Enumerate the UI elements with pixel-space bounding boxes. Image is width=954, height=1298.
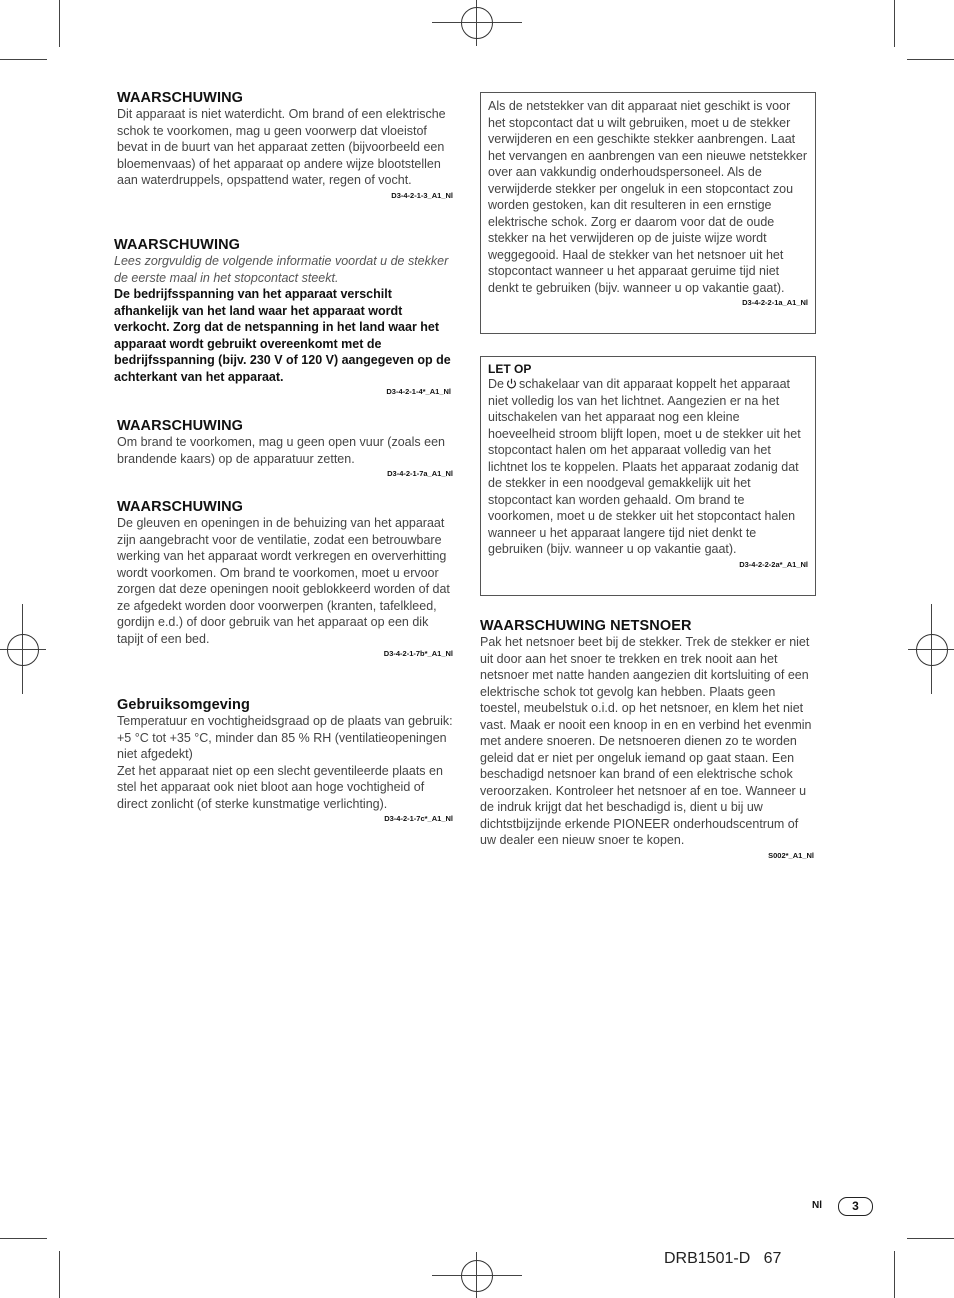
language-code: Nl [812, 1200, 822, 1211]
reference-code: D3-4-2-1-7c*_A1_Nl [384, 814, 453, 823]
crop-mark [894, 1251, 895, 1298]
warning-ventilation [117, 499, 453, 658]
registration-circle [916, 634, 948, 666]
section-line: Zet het apparaat niet op een slecht geventileerde plaats en stel het apparaat ook niet bloot aan hoge vochtigheid of direct zonlicht (of sterke kunstmatige verlichting). [117, 763, 443, 811]
crop-mark [907, 1238, 954, 1239]
warning-waterproof [117, 90, 453, 200]
document-page: 67 [763, 1250, 782, 1267]
section-title: Gebruiksomgeving [117, 697, 250, 713]
registration-circle [461, 7, 493, 39]
document-id [664, 1250, 781, 1268]
reference-code: D3-4-2-1-3_A1_Nl [391, 190, 453, 200]
crop-mark [907, 59, 954, 60]
section-title: WAARSCHUWING [114, 237, 241, 253]
crop-mark [0, 1238, 47, 1239]
box-body: Als de netstekker van dit apparaat niet geschikt is voor het stopcontact dat u wilt gebruiken, moet u de stekker verwijderen en een geschikte stekker aanbrengen. Laat het vervangen en aanbrengen van een nieuwe netstekker over aan vakkundig onderhoudspersoneel. Als de verwijderde stekker per ongeluk in een stopcontact zou worden gestoken, kan dit resulteren in een ernstige elektrische schok. Zorg er daarom voor dat de oude stekker na het verwijderen op de juiste wijze wordt weggegooid. Haal de stekker van het netsnoer uit het stopcontact wanneer u het apparaat geruime tijd niet denkt te gebruiken (bijv. wanneer u op vakantie gaat). [488, 99, 807, 295]
warning-voltage [114, 237, 451, 396]
crop-mark [0, 59, 47, 60]
section-title: WAARSCHUWING NETSNOER [480, 618, 692, 634]
power-icon [506, 378, 517, 389]
section-title: WAARSCHUWING [117, 418, 244, 434]
section-title: WAARSCHUWING [117, 90, 244, 106]
plug-notice-box [480, 92, 816, 334]
crop-mark [59, 0, 60, 47]
caution-box [480, 356, 816, 596]
box-body [488, 376, 808, 558]
section-intro: Lees zorgvuldig de volgende informatie voordat u de stekker de eerste maal in het stopcontact steekt. [114, 254, 449, 285]
reference-code: D3-4-2-1-7a_A1_Nl [387, 469, 453, 478]
caution-title: LET OP [488, 362, 532, 376]
warning-open-fire [117, 418, 453, 478]
warning-power-cord [480, 618, 814, 860]
operating-environment [117, 697, 453, 823]
section-line: Temperatuur en vochtigheidsgraad op de plaats van gebruik: [117, 714, 453, 728]
registration-circle [461, 1260, 493, 1292]
page-number: 3 [838, 1197, 873, 1216]
reference-code: S002*_A1_Nl [768, 850, 814, 860]
reference-code: D3-4-2-2-2a*_A1_Nl [739, 559, 808, 569]
section-body: De gleuven en openingen in de behuizing van het apparaat zijn aangebracht voor de ventilatie, zodat een betrouwbare werking van het apparaat wordt verkregen en oververhitting wordt voorkomen. Om brand te voorkomen, moet u ervoor zorgen dat deze openingen nooit geblokkeerd worden of dat ze afgedekt worden door voorwerpen (kranten, tafelkleed, gordijn e.d.) of door gebruik van het apparaat op een dik tapijt of een bed. [117, 516, 450, 646]
box-body-text: schakelaar van dit apparaat koppelt het apparaat niet volledig los van het lichtnet. Aangezien er na het uitschakelen van het apparaat nog een kleine hoeveelheid stroom blijft lopen, moet u de stekker uit het stopcontact halen om het apparaat volledig van het lichtnet los te koppelen. Plaats het apparaat zodanig dat de stekker in een noodgeval gemakkelijk uit het stopcontact kan worden gehaald. Om brand te voorkomen, moet u de stekker uit het stopcontact halen wanneer u het apparaat langere tijd niet denkt te gebruiken (bijv. wanneer u op vakantie gaat). [488, 377, 801, 556]
document-code: DRB1501-D [664, 1250, 751, 1267]
section-body: De bedrijfsspanning van het apparaat verschilt afhankelijk van het land waar het apparaat wordt verkocht. Zorg dat de netspanning in het land waar het apparaat wordt gebruikt overeenkomt met de bedrijfsspanning (bijv. 230 V of 120 V) aangegeven op de achterkant van het apparaat. [114, 287, 451, 384]
section-body: Pak het netsnoer beet bij de stekker. Trek de stekker er niet uit door aan het snoer te trekken en trek nooit aan het netsnoer met natte handen aangezien dit kortsluiting of een elektrische schok tot gevolg kan hebben. Plaats geen toestel, meubelstuk o.i.d. op het netsnoer, en klem het niet vast. Maak er nooit een knoop in en en verbind het evenmin met andere snoeren. De netsnoeren dienen zo te worden geleid dat er niet per ongeluk iemand op gaat staan. Een beschadigd netsnoer kan brand of een elektrische schok veroorzaken. Kontroleer het netsnoer af en toe. Wanneer u de indruk krijgt dat het beschadigd is, dient u bij uw dichtstbijzijnde erkende PIONEER onderhoudscentrum of uw dealer een nieuw snoer te kopen. [480, 635, 812, 847]
section-body: Dit apparaat is niet waterdicht. Om brand of een elektrische schok te voorkomen, mag u geen voorwerp dat vloeistof bevat in de buurt van het apparaat zetten (bijvoorbeeld een bloemenvaas) of het apparaat op andere wijze blootstellen aan waterdruppels, opspattend water, regen of vocht. [117, 107, 446, 187]
section-body: Om brand te voorkomen, mag u geen open vuur (zoals een brandende kaars) op de apparatuur zetten. [117, 435, 445, 466]
reference-code: D3-4-2-1-7b*_A1_Nl [383, 649, 453, 658]
section-line: +5 °C tot +35 °C, minder dan 85 % RH (ventilatieopeningen niet afgedekt) [117, 730, 447, 761]
reference-code: D3-4-2-1-4*_A1_Nl [386, 387, 451, 396]
section-title: WAARSCHUWING [117, 499, 244, 515]
crop-mark [59, 1251, 60, 1298]
registration-circle [7, 634, 39, 666]
reference-code: D3-4-2-2-1a_A1_Nl [742, 298, 808, 307]
crop-mark [894, 0, 895, 47]
box-body-pre: De [488, 377, 504, 391]
